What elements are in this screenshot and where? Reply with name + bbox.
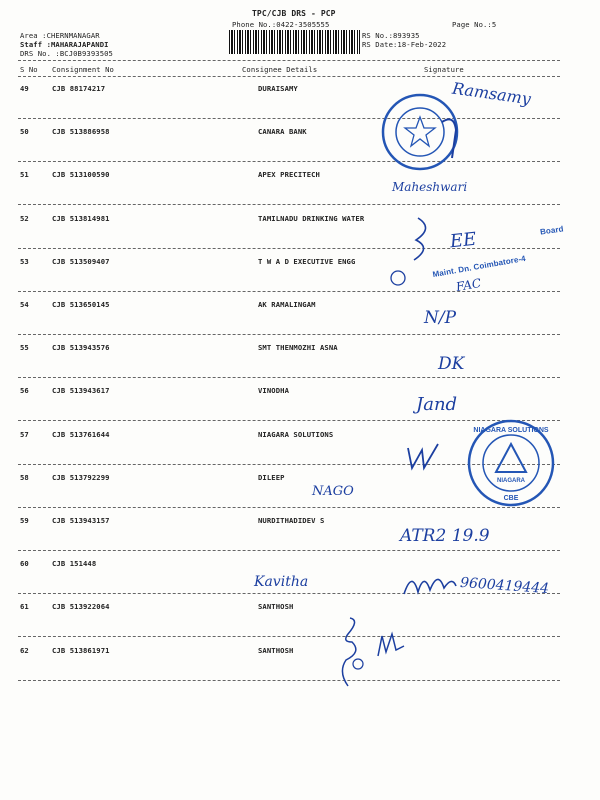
rs-date: RS Date:18-Feb-2022 xyxy=(362,40,447,49)
signature-54: N/P xyxy=(424,308,457,328)
row-sno: 54 xyxy=(20,300,29,309)
row-sno: 51 xyxy=(20,170,29,180)
row-consignee: SANTHOSH xyxy=(258,602,294,612)
row-divider xyxy=(18,118,560,119)
signature-59: ATR2 19.9 xyxy=(400,526,490,546)
signature-55: DK xyxy=(438,354,465,374)
row-divider xyxy=(18,161,560,162)
row-consignee: TAMILNADU DRINKING WATER xyxy=(258,213,365,223)
row-sno: 57 xyxy=(20,429,29,439)
niagara-stamp-city: CBE xyxy=(503,495,519,502)
board-stamp-line1: Board xyxy=(539,224,565,237)
area-label: Area :CHERNMANAGAR xyxy=(20,31,100,40)
niagara-stamp-name: NIAGARA SOLUTIONS xyxy=(473,427,549,434)
row-consignment-no: CJB 88174217 xyxy=(52,84,106,93)
column-header-consignment: Consignment No xyxy=(52,65,114,74)
page-number: Page No.:5 xyxy=(452,20,497,29)
row-consignee: T W A D EXECUTIVE ENGG xyxy=(258,256,356,266)
signature-60-name: Kavitha xyxy=(254,574,309,590)
staff-label: Staff :MAHARAJAPANDI xyxy=(20,40,109,49)
row-consignee: CANARA BANK xyxy=(258,127,307,137)
row-consignee: DURAISAMY xyxy=(258,84,298,93)
signature-53-a: EE xyxy=(448,228,478,253)
row-divider xyxy=(18,334,560,335)
row-consignment-no: CJB 513761644 xyxy=(52,429,110,439)
row-divider xyxy=(18,636,560,637)
board-stamp-line2: Maint. Dn. Coimbatore-4 xyxy=(431,253,527,280)
row-divider xyxy=(18,248,560,249)
row-divider xyxy=(18,204,560,205)
drs-number: DRS No. :BCJ0B9393505 xyxy=(20,49,113,58)
row-divider xyxy=(18,680,560,681)
row-sno: 50 xyxy=(20,127,29,137)
row-sno: 62 xyxy=(20,645,29,655)
circled-mark xyxy=(388,268,408,288)
row-consignee: DILEEP xyxy=(258,472,285,482)
signature-49: Ramsamy xyxy=(451,78,533,109)
column-header-consignee: Consignee Details xyxy=(242,65,318,74)
row-consignment-no: CJB 513650145 xyxy=(52,300,110,309)
row-consignee: SANTHOSH xyxy=(258,645,294,655)
signature-60-stroke xyxy=(400,566,460,602)
signature-51: Maheshwari xyxy=(392,180,468,194)
row-sno: 56 xyxy=(20,386,29,396)
row-consignment-no: CJB 513861971 xyxy=(52,645,110,655)
row-consignee: VINODHA xyxy=(258,386,289,396)
row-divider xyxy=(18,593,560,594)
row-consignment-no: CJB 513943576 xyxy=(52,343,110,353)
row-consignee: APEX PRECITECH xyxy=(258,170,320,180)
row-consignee: NIAGARA SOLUTIONS xyxy=(258,429,334,439)
row-consignee: SMT THENMOZHI ASNA xyxy=(258,343,338,353)
barcode xyxy=(229,30,360,54)
row-consignment-no: CJB 513943617 xyxy=(52,386,110,396)
row-divider xyxy=(18,291,560,292)
row-sno: 60 xyxy=(20,559,29,569)
signature-61-62-stroke xyxy=(334,612,414,692)
document-title: TPC/CJB DRS - PCP xyxy=(252,9,336,18)
rs-number: RS No.:893935 xyxy=(362,31,420,40)
row-sno: 59 xyxy=(20,516,29,525)
signature-58: NAGO xyxy=(312,484,354,499)
row-divider xyxy=(18,377,560,378)
row-consignment-no: CJB 513922064 xyxy=(52,602,110,612)
row-consignment-no: CJB 151448 xyxy=(52,559,97,569)
column-header-sno: S No xyxy=(20,65,38,74)
row-consignment-no: CJB 513792299 xyxy=(52,472,110,482)
row-sno: 52 xyxy=(20,213,29,223)
row-divider xyxy=(18,550,560,551)
phone-number: Phone No.:0422-3505555 xyxy=(232,20,330,29)
signature-50-stroke xyxy=(436,112,466,162)
column-header-signature: Signature xyxy=(424,65,464,74)
row-sno: 55 xyxy=(20,343,29,353)
row-sno: 49 xyxy=(20,84,29,93)
row-consignment-no: CJB 513509407 xyxy=(52,256,110,266)
row-consignment-no: CJB 513100590 xyxy=(52,170,110,180)
row-sno: 61 xyxy=(20,602,29,612)
divider xyxy=(18,76,560,77)
signature-60-phone: 9600419444 xyxy=(459,574,550,598)
niagara-stamp xyxy=(466,418,556,508)
row-consignee: AK RAMALINGAM xyxy=(258,300,316,309)
row-consignment-no: CJB 513886958 xyxy=(52,127,110,137)
row-sno: 53 xyxy=(20,256,29,266)
signature-53-b: FAC xyxy=(454,275,483,295)
signature-56: Jand xyxy=(416,394,458,415)
signature-52-stroke xyxy=(404,214,444,264)
signature-57-stroke xyxy=(404,440,444,474)
row-consignment-no: CJB 513814981 xyxy=(52,213,110,223)
niagara-stamp-inner: NIAGARA xyxy=(497,478,525,484)
row-sno: 58 xyxy=(20,472,29,482)
row-consignee: NURDITHADIDEV S xyxy=(258,516,325,525)
row-consignment-no: CJB 513943157 xyxy=(52,516,110,525)
divider xyxy=(18,60,560,61)
